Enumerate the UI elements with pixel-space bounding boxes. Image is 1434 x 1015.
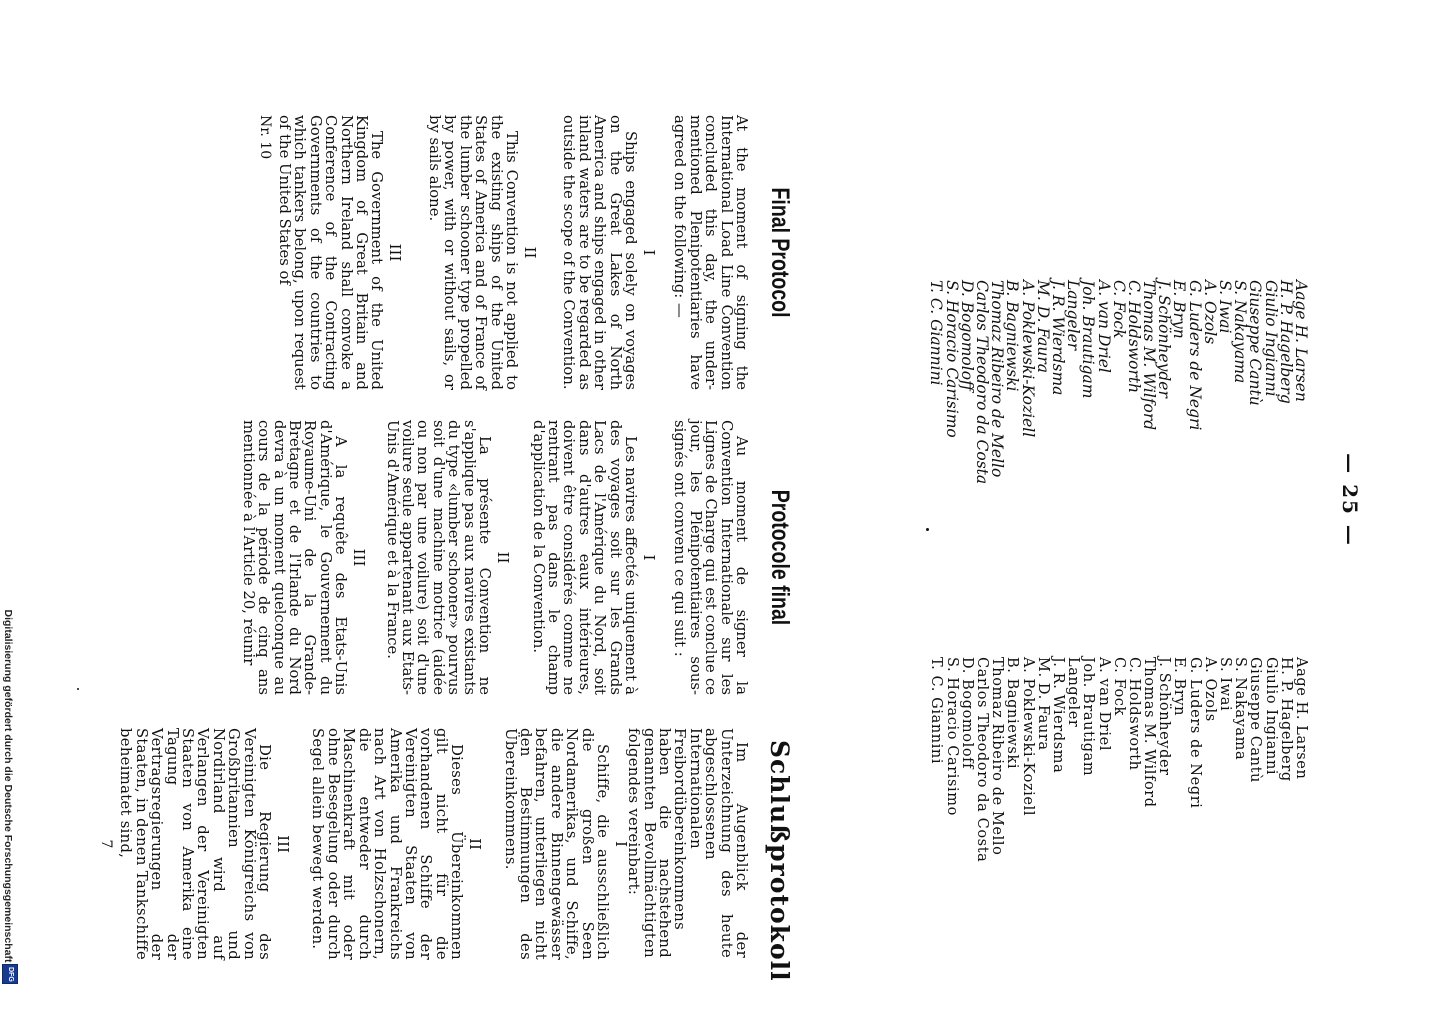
signatory-name-german: C. Holdsworth [1125, 657, 1142, 771]
signatory-name: G. Luders de Negri [1185, 280, 1204, 431]
signatory-name: Giulio Ingianni [1261, 280, 1280, 397]
signatory-name-german: D. Bogomoloff [958, 657, 975, 770]
german-section-1-number: I [612, 841, 630, 847]
german-section-2-number: II [466, 838, 485, 850]
german-section-3-number: III [274, 835, 293, 853]
french-section-1-text: Les navires affectés uniquement à des voyages soit sur les Grands Lacs de l'Amérique du Nord, soit dans d'autres eaux intérieures, doivent être considérés comme ne rentrant pas dans le champ d'application de la Convention. [529, 420, 639, 695]
signatory-name-german: Langeler [1065, 657, 1082, 728]
french-section-2-number: II [494, 551, 513, 564]
signatory-name: S. Nakayama [1231, 280, 1250, 384]
signatory-name-german: B. Bagniewski [1004, 657, 1021, 770]
signatory-name-german: A. Ozols [1201, 657, 1218, 722]
stray-mark [926, 528, 929, 531]
english-footer: Nr. 10 [256, 115, 273, 160]
english-column [257, 115, 794, 390]
signatory-name-german: Joh. Brautigam [1080, 657, 1097, 777]
signatory-name-german: S. Horacio Carisimo [943, 657, 960, 816]
signatory-name: C. Fock [1109, 280, 1128, 339]
signatory-name: M. D. Faura [1033, 280, 1052, 374]
english-section-3-number: III [386, 243, 405, 262]
signatory-name: Carlos Theodoro da Costa [973, 280, 992, 485]
signatory-name: A. Ozols [1200, 280, 1219, 345]
german-title: Schlußprotokoll [765, 740, 794, 982]
french-section-1-number: I [639, 554, 658, 561]
signatory-name: S. Iwai [1216, 280, 1235, 334]
signatory-name-german: A. van Driel [1095, 657, 1112, 752]
signatory-name-german: J. Schönheyder [1156, 657, 1173, 776]
dfg-logo-text: DFG [7, 967, 14, 982]
signatory-name: D. Bogomoloff [957, 280, 976, 392]
signatory-name: Joh. Brautigam [1079, 280, 1098, 399]
english-section-1-text: Ships engaged solely on voyages on the Great Lakes of North America and ships engaged in other inland waters are to be regarded as outside the scope of the Convention. [560, 115, 639, 390]
signatory-name: Thomaz Ribeiro de Mello [988, 280, 1007, 478]
signatories-list-german [928, 657, 1308, 897]
german-column [625, 728, 794, 1015]
french-section-2-text: La présente Convention ne s'applique pas aux navires existants du type «lumber schooner» pourvus soit d'une machine motrice (aidée ou non par une voilure) soit d'une voilure seule appartenant aux Etats-Unis d'Amérique et à la France. [383, 420, 494, 695]
signatory-name-german: J. R. Wierdsma [1050, 657, 1066, 774]
signatory-name-german: Giulio Ingianni [1262, 657, 1279, 776]
signatory-name: C. Holdsworth [1124, 280, 1143, 394]
german-section-2-text: Dieses Übereinkommen gilt nicht für die vorhandenen Schiffe der Vereinigten Staaten von Amerika und Frankreichs nach Art von Holzschonern, die entweder durch Maschinenkraft mit oder ohne Besegelung oder durch Segel allein bewegt werden. [309, 728, 466, 960]
page-number: — 25 — [1338, 453, 1362, 547]
signatory-name-german: C. Fock [1110, 657, 1127, 716]
stray-mark [77, 688, 79, 690]
english-title: Final Protocol [766, 187, 794, 318]
signatory-name-german: H. P. Hagelberg [1277, 657, 1294, 782]
signatory-name-german: M. D. Faura [1034, 657, 1051, 751]
signatory-name: A. van Driel [1094, 280, 1113, 373]
english-section-3-text: The Government of the United Kingdom of Great Britain and Northern Ireland shall convoke a Conference of the Contracting Governments of the countries to which tankers belong, upon request of the United States of [276, 115, 386, 390]
english-section-2-text: This Convention is not applied to the existing ships of the United States of America and of France of the lumber schooner type propelled by power, with or without sails, or by sails alone. [425, 115, 520, 390]
french-column [240, 420, 794, 695]
signatory-name-german: S. Iwai [1217, 657, 1234, 712]
english-section-1-number: I [639, 249, 658, 256]
digitization-note: Digitalisierung gefördert durch die Deutsche Forschungsgemeinschaft [2, 609, 14, 963]
signatory-name-german: Carlos Theodoro da Costa [974, 657, 991, 863]
signatories-list-latin [927, 280, 1310, 485]
signatory-name: J. Schönheyder [1155, 280, 1174, 398]
signatory-name: Giuseppe Cantù [1246, 280, 1265, 406]
signatory-name: Langeler [1064, 280, 1083, 351]
signatory-name: Aage H. Larsen [1292, 280, 1310, 402]
signatory-name-german: T. C. Giannini [928, 657, 945, 765]
signatory-name: J. R. Wierdsma [1049, 280, 1067, 396]
french-section-3-text: A la requête des Etats-Unis d'Amérique, le Gouvernement du Royaume-Uni de la Grande-Bretagne et de l'Irlande du Nord devra à un moment quelconque au cours de la période de cinq ans mentionnée à l'Article 20, réunir [239, 420, 350, 695]
signatory-name: T. C. Giannini [927, 280, 946, 386]
signatory-name: B. Bagniewski [1003, 280, 1022, 392]
signatory-name: S. Horacio Carisimo [942, 280, 961, 438]
english-intro: At the moment of signing the International Load Line Convention concluded this day, the under-mentioned Plenipotentiaries have agreed on the following: — [671, 115, 750, 390]
signatory-name-german: Giuseppe Cantù [1247, 657, 1264, 783]
german-section-3-text: Die Regierung des Vereinigten Königreichs von Großbritannien und Nordirland wird auf Verlangen der Vereinigten Staaten von Amerika eine Tagung der Vertragsregierungen der Staaten, in denen Tankschiffe beheimatet sind, [117, 728, 274, 960]
signatory-name-german: A. Poklewski-Koziell [1019, 657, 1036, 817]
signatory-name: A. Poklewski-Koziell [1018, 280, 1037, 438]
german-body [98, 728, 630, 960]
signatory-name-german: Aage H. Larsen [1293, 657, 1309, 780]
german-intro: Im Augenblick der Unterzeichnung des heute abgeschlossenen Internationalen Freibordübereinkommens haben die nachstehend genannten Bevollmächtigten folgendes vereinbart: [625, 728, 750, 958]
signatory-name-german: S. Nakayama [1232, 657, 1249, 761]
french-section-3-number: III [350, 548, 369, 567]
signatory-name-german: Thomas M. Wilford [1141, 657, 1158, 808]
english-section-2-number: II [520, 246, 539, 259]
dfg-logo [2, 964, 18, 984]
signatory-name: H. P. Hagelberg [1276, 280, 1295, 404]
french-intro: Au moment de signer la Convention Internationale sur les Lignes de Charge qui est conclue ce jour, les Plénipotentiaires sous-signés ont convenu ce qui suit : [671, 420, 750, 695]
signatory-name: E. Bryn [1170, 280, 1189, 339]
german-section-1-text: Schiffe, die ausschließlich die großen Seen Nordamerikas, und Schiffe, die andere Binnengewässer befahren, unterliegen nicht den Bestimmungen des Übereinkommens. [501, 728, 611, 960]
signatory-name-german: Thomaz Ribeiro de Mello [989, 657, 1006, 856]
signatory-name-german: E. Bryn [1171, 657, 1188, 717]
german-footer: 7 [98, 839, 115, 849]
signatory-name: Thomas M. Wilford [1140, 280, 1159, 431]
french-title: Protocole final [766, 489, 794, 626]
signatory-name-german: G. Luders de Negri [1186, 657, 1203, 809]
